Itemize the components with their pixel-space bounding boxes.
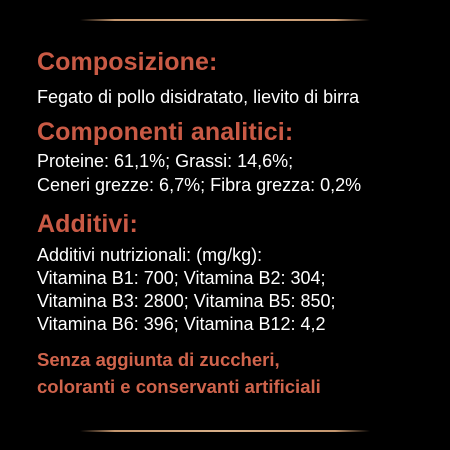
additives-line: Vitamina B3: 2800; Vitamina B5: 850;	[37, 291, 336, 311]
additives-line: Vitamina B6: 396; Vitamina B12: 4,2	[37, 314, 326, 334]
composition-text: Fegato di pollo disidratato, lievito di birra	[37, 87, 360, 107]
additives-line: Vitamina B1: 700; Vitamina B2: 304;	[37, 268, 326, 288]
notice-line: coloranti e conservanti artificiali	[37, 376, 321, 397]
additives-line: Additivi nutrizionali: (mg/kg):	[37, 245, 263, 265]
additives-heading: Additivi:	[37, 210, 138, 238]
composition-heading: Composizione:	[37, 48, 218, 76]
analytical-line: Ceneri grezze: 6,7%; Fibra grezza: 0,2%	[37, 175, 362, 195]
analytical-heading: Componenti analitici:	[37, 118, 294, 146]
notice-line: Senza aggiunta di zuccheri,	[37, 349, 280, 370]
bottom-divider	[80, 430, 370, 432]
analytical-line: Proteine: 61,1%; Grassi: 14,6%;	[37, 151, 294, 171]
top-divider	[80, 19, 370, 21]
